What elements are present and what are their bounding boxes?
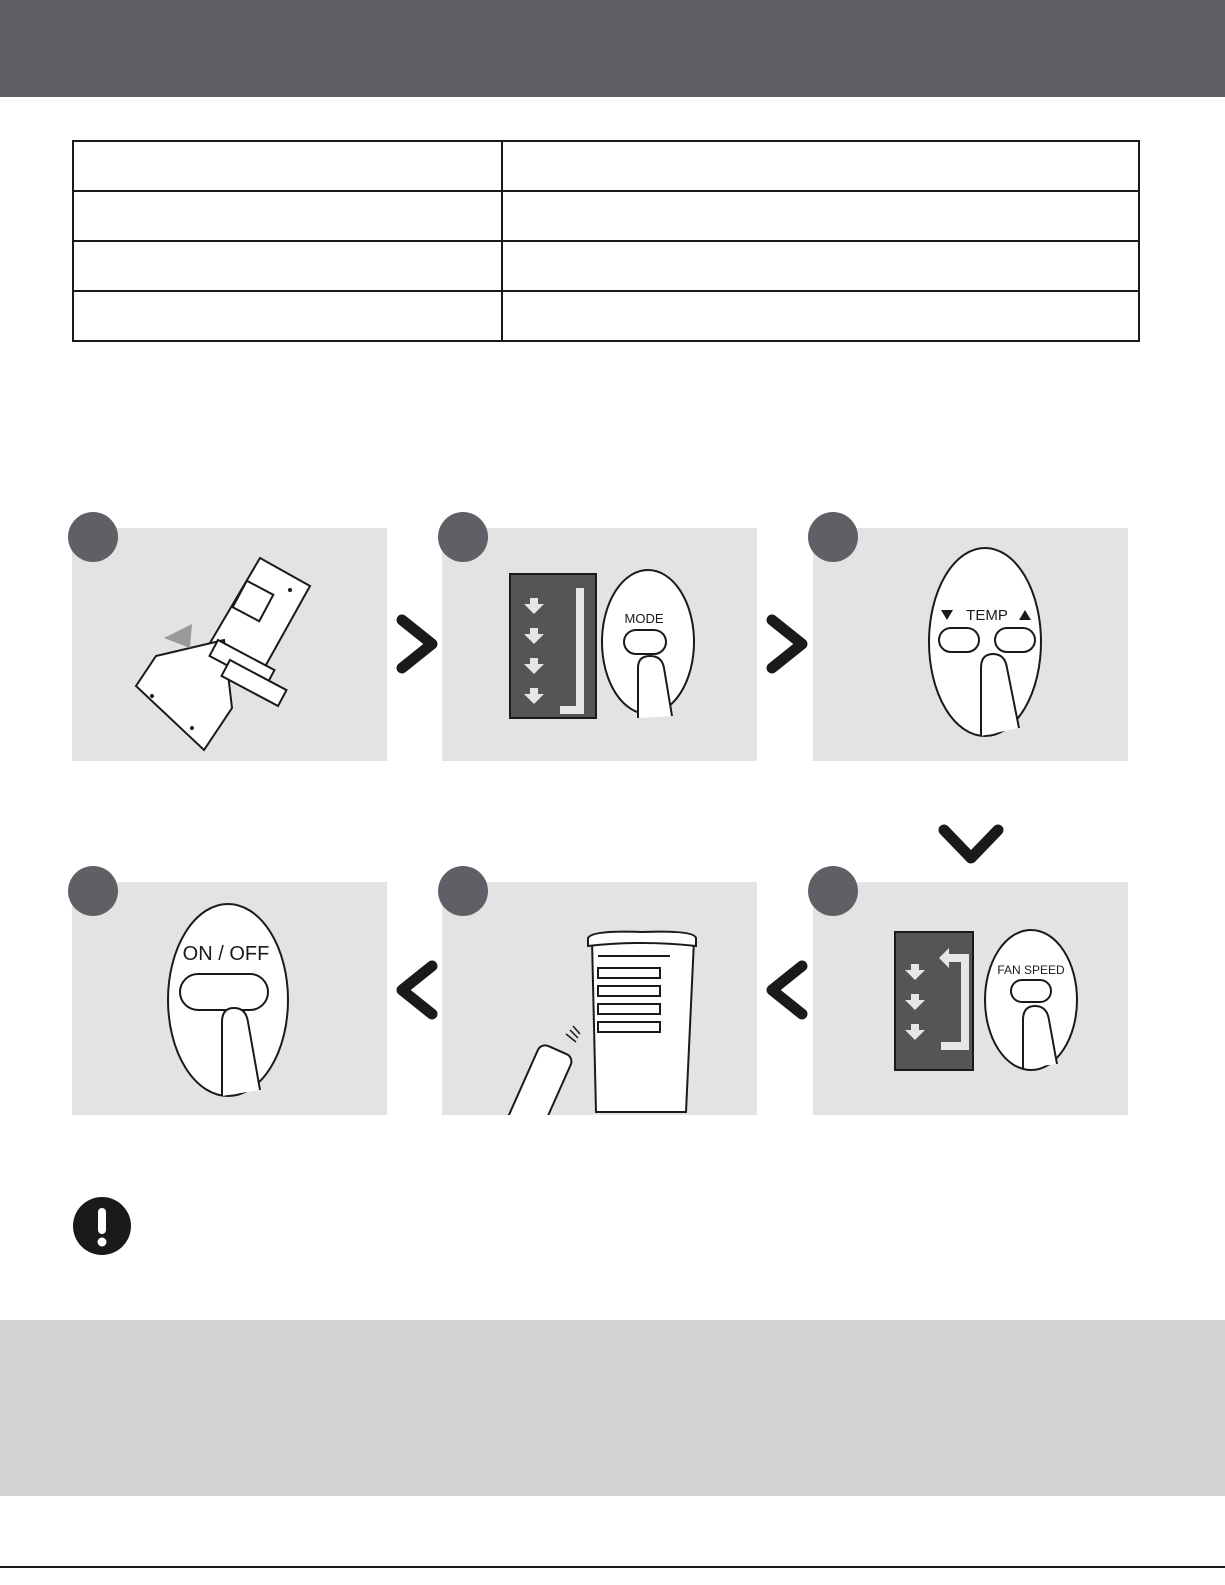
fan-speed-label: FAN SPEED: [997, 963, 1065, 977]
table-row: [73, 291, 1139, 341]
temp-button-illustration: [813, 528, 1128, 761]
exclamation-icon: [72, 1196, 132, 1256]
chevron-down-icon: [936, 820, 1006, 870]
mode-label: MODE: [624, 611, 664, 626]
chevron-left-icon: [762, 960, 812, 1020]
step-6-panel: [72, 882, 387, 1115]
step-badge-2: [438, 512, 488, 562]
step-badge-6: [68, 866, 118, 916]
step-3-panel: [813, 528, 1128, 761]
chevron-left-icon: [392, 960, 442, 1020]
step-5-panel: [442, 882, 757, 1115]
step-badge-1: [68, 512, 118, 562]
mode-button-illustration: [442, 528, 757, 761]
table-row: [73, 141, 1139, 191]
footer-bar: [0, 1320, 1225, 1496]
bottom-rule: [0, 1566, 1225, 1568]
spec-table: [72, 140, 1140, 342]
step-2-panel: [442, 528, 757, 761]
chevron-right-icon: [762, 614, 812, 674]
chevron-right-icon: [392, 614, 442, 674]
step-badge-3: [808, 512, 858, 562]
on-off-label: ON / OFF: [182, 943, 270, 965]
remote-battery-illustration: [72, 528, 387, 761]
header-bar: [0, 0, 1225, 97]
table-row: [73, 191, 1139, 241]
step-4-panel: [813, 882, 1128, 1115]
fan-speed-button-illustration: [813, 882, 1128, 1115]
step-badge-5: [438, 866, 488, 916]
on-off-button-illustration: [72, 882, 387, 1115]
step-badge-4: [808, 866, 858, 916]
air-conditioner-remote-illustration: [442, 882, 757, 1115]
table-row: [73, 241, 1139, 291]
step-1-panel: [72, 528, 387, 761]
temp-label: TEMP: [966, 607, 1008, 624]
